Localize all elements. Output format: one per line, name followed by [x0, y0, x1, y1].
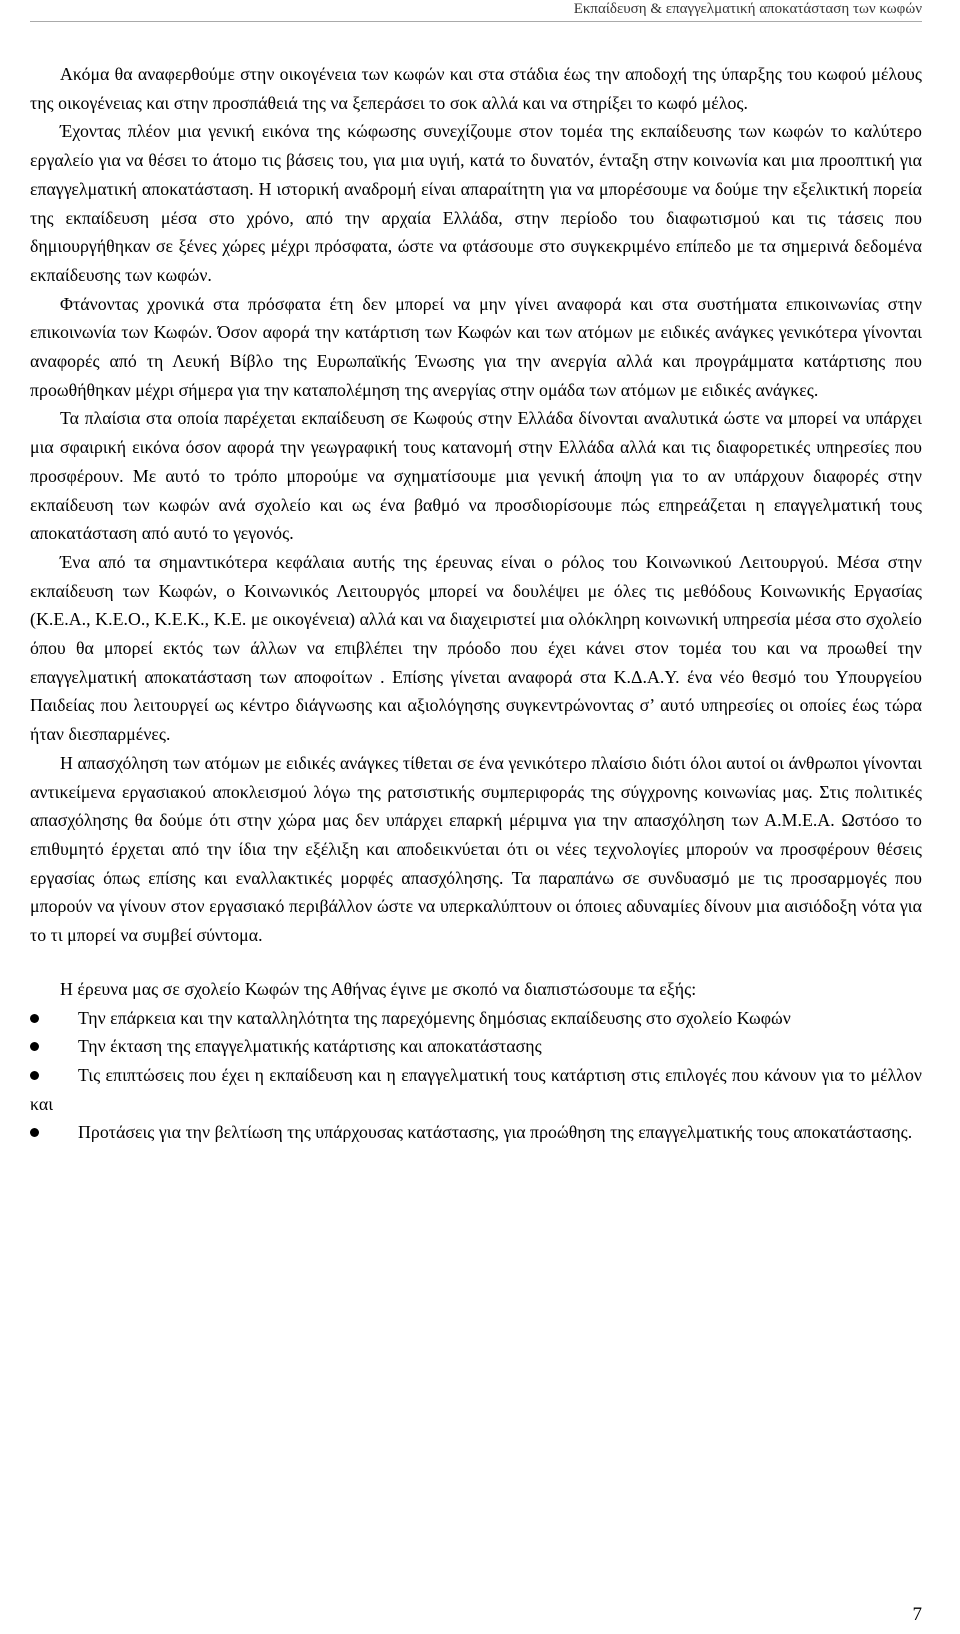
list-item: [30, 1118, 922, 1147]
paragraph: Έχοντας πλέον μια γενική εικόνα της κώφωσης συνεχίζουμε στον τομέα της εκπαίδευσης των κωφών το καλύτερο εργαλείο για να θέσει το άτομο τις βάσεις του, για μια υγιή, κατά το δυνατόν, ένταξη στην κοινωνία και μια προοπτική για επαγγελματική αποκατάσταση. Η ιστορική αναδρομή είναι απαραίτητη για να μπορέσουμε να δούμε την εξελικτική πορεία της εκπαίδευση μέσα στο χρόνο, από την αρχαία Ελλάδα, στην περίοδο του διαφωτισμού και τις τάσεις που δημιουργήθηκαν σε ξένες χώρες μέχρι πρόσφατα, ώστε να φτάσουμε στο συγκεκριμένο επίπεδο με τα σημερινά δεδομένα εκπαίδευσης των κωφών.: [30, 121, 922, 285]
bullet-icon: [30, 1071, 39, 1080]
paragraph: Φτάνοντας χρονικά στα πρόσφατα έτη δεν μπορεί να μην γίνει αναφορά και στα συστήματα επικοινωνίας στην επικοινωνία των Κωφών. Όσον αφορά την κατάρτιση των Κωφών και των ατόμων με ειδικές ανάγκες γενικότερα γίνονται αναφορές από τη Λευκή Βίβλο της Ευρωπαϊκής Ένωσης για την ανεργία αλλά και προγράμματα κατάρτισης που προωθήθηκαν μέχρι σήμερα για την καταπολέμηση της ανεργίας στην ομάδα των ατόμων με ειδικές ανάγκες.: [30, 293, 922, 400]
paragraph: Ένα από τα σημαντικότερα κεφάλαια αυτής της έρευνας είναι ο ρόλος του Κοινωνικού Λειτουργού. Μέσα στην εκπαίδευση των Κωφών, ο Κοινωνικός Λειτουργός μπορεί να δουλέψει με όλες τις μεθόδους Κοινωνικής Εργασίας (Κ.Ε.Α., Κ.Ε.Ο., Κ.Ε.Κ., Κ.Ε. με οικογένεια) αλλά και να διαχειριστεί μια ολόκληρη κοινωνική υπηρεσία μέσα στο σχολείο όπου θα μπορεί εκτός των άλλων να επιβλέπει την πρόοδο που έχει κάνει στον τομέα του και να προωθεί την επαγγελματική αποκατάσταση των αποφοίτων . Επίσης γίνεται αναφορά στα Κ.Δ.Α.Υ. ένα νέο θεσμό του Υπουργείου Παιδείας που λειτουργεί ως κέντρο διάγνωσης και αξιολόγησης συγκεντρώνοντας σ’ αυτό υπηρεσίες οι οποίες έως τώρα ήταν διεσπαρμένες.: [30, 551, 922, 745]
paragraph: Η απασχόληση των ατόμων με ειδικές ανάγκες τίθεται σε ένα γενικότερο πλαίσιο διότι όλοι αυτοί οι άνθρωποι γίνονται αντικείμενα εργασιακού αποκλεισμού λόγω της ρατσιστικής συμπεριφοράς της σύγχρονης κοινωνίας μας. Στις πολιτικές απασχόλησης θα δούμε ότι στην χώρα μας δεν υπάρχει επαρκή μέριμνα για την απασχόληση των Α.Μ.Ε.Α. Ωστόσο το επιθυμητό έρχεται από την ίδια την εξέλιξη και αποδεικνύεται ότι οι νέες τεχνολογίες μπορούν να προσφέρουν θέσεις εργασίας όπως επίσης και εναλλακτικές μορφές απασχόλησης. Τα παραπάνω σε συνδυασμό με τις προσαρμογές που μπορούν να γίνουν στον εργασιακό περιβάλλον ώστε να υπερκαλύπτουν οι όποιες αδυναμίες δίνουν μια αισιόδοξη νότα για το τι μπορεί να συμβεί σύντομα.: [30, 752, 922, 946]
bullet-icon: [30, 1128, 39, 1137]
list-item: [30, 1004, 922, 1033]
body-text: [30, 60, 922, 1147]
paragraph: Ακόμα θα αναφερθούμε στην οικογένεια των κωφών και στα στάδια έως την αποδοχή της ύπαρξης του κωφού μέλους της οικογένειας και στην προσπάθειά της να ξεπεράσει το σοκ αλλά και να στηρίξει το κωφό μέλος.: [30, 64, 922, 113]
list-item: [30, 1061, 922, 1118]
list-item-text: Την επάρκεια και την καταλληλότητα της παρεχόμενης δημόσιας εκπαίδευσης στο σχολείο Κωφών: [78, 1007, 791, 1028]
page-number: 7: [912, 1604, 922, 1625]
list-item-text: Τις επιπτώσεις που έχει η εκπαίδευση και η επαγγελματική τους κατάρτιση στις επιλογές που κάνουν για το μέλλον και: [30, 1064, 922, 1114]
running-header: Εκπαίδευση & επαγγελματική αποκατάσταση των κωφών: [573, 1, 922, 17]
list-item: [30, 1032, 922, 1061]
bullet-icon: [30, 1014, 39, 1023]
research-goals-list: [30, 1004, 922, 1148]
list-item-text: Προτάσεις για την βελτίωση της υπάρχουσας κατάστασης, για προώθηση της επαγγελματικής τους αποκατάστασης.: [78, 1122, 913, 1143]
paragraph: Τα πλαίσια στα οποία παρέχεται εκπαίδευση σε Κωφούς στην Ελλάδα δίνονται αναλυτικά ώστε να μπορεί να υπάρχει μια σφαιρική εικόνα όσον αφορά την γεωγραφική τους κατανομή στην Ελλάδα αλλά και τις διαφορετικές υπηρεσίες που προσφέρουν. Με αυτό το τρόπο μπορούμε να σχηματίσουμε μια γενική άποψη για το αν υπάρχουν διαφορές στην εκπαίδευση των κωφών ανά σχολείο και ως ένα βαθμό να προσδιορίσουμε πώς επηρεάζεται η επαγγελματική τους αποκατάσταση από αυτό το γεγονός.: [30, 408, 922, 544]
list-item-text: Την έκταση της επαγγελματικής κατάρτισης και αποκατάστασης: [78, 1036, 542, 1057]
bullet-icon: [30, 1042, 39, 1051]
header-rule: [30, 21, 922, 22]
research-intro: Η έρευνα μας σε σχολείο Κωφών της Αθήνας έγινε με σκοπό να διαπιστώσουμε τα εξής:: [60, 978, 697, 999]
